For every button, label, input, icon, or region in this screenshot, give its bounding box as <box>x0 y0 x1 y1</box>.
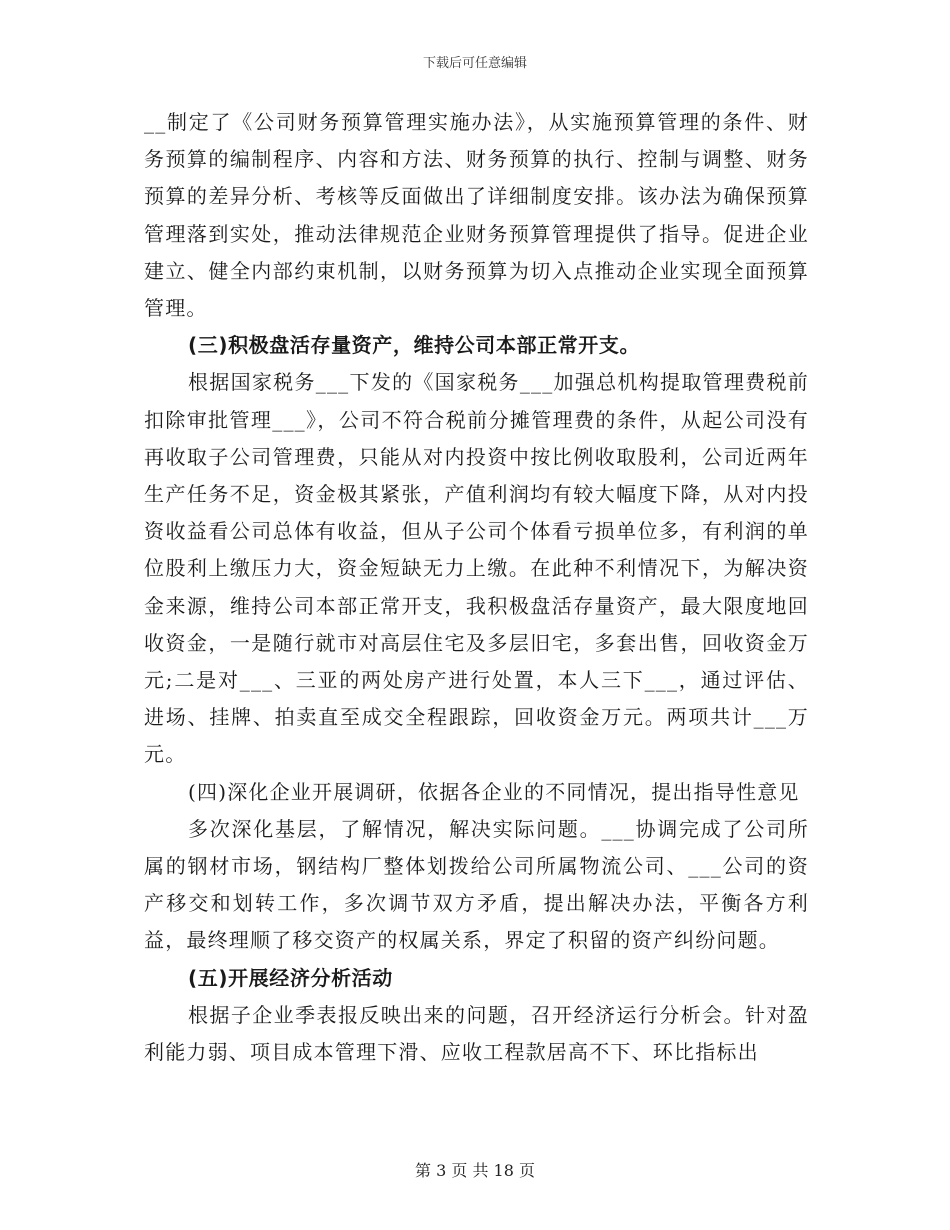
section-heading-4: (四)深化企业开展调研，依据各企业的不同情况，提出指导性意见 <box>188 779 800 804</box>
page-number: 第 3 页 共 18 页 <box>415 1161 535 1180</box>
section-heading-5: (五)开展经济分析活动 <box>188 965 393 990</box>
page-header-note: 下载后可任意编辑 <box>422 56 527 71</box>
paragraph-economic-analysis: 根据子企业季表报反映出来的问题，召开经济运行分析会。针对盈利能力弱、项目成本管理下滑、应收工程款居高不下、环比指标出 <box>144 1002 809 1065</box>
section-heading-3: (三)积极盘活存量资产，维持公司本部正常开支。 <box>188 333 641 358</box>
paragraph-asset-revitalization: 根据国家税务___下发的《国家税务___加强总机构提取管理费税前扣除审批管理___》，公司不符合税前分摊管理费的条件，从起公司没有再收取子公司管理费，只能从对内投资中按比例收取股利，公司近两年生产任务不足，资金极其紧张，产值利润均有较大幅度下降，从对内投资收益看公司总体有收益，但从子公司个体看亏损单位多，有利润的单位股利上缴压力大，资金短缺无力上缴。在此种不利情况下，为解决资金来源，维持公司本部正常开支，我积极盘活存量资产，最大限度地回收资金，一是随行就市对高层住宅及多层旧宅，多套出售，回收资金万元;二是对___、三亚的两处房产进行处置，本人三下___，通过评估、进场、挂牌、拍卖直至成交全程跟踪，回收资金万元。两项共计___万元。 <box>144 370 809 767</box>
document-body <box>144 104 809 1071</box>
paragraph-grassroots-research: 多次深化基层，了解情况，解决实际问题。___协调完成了公司所属的钢材市场，钢结构厂整体划拨给公司所属物流公司、___公司的资产移交和划转工作，多次调节双方矛盾，提出解决办法，平衡各方利益，最终理顺了移交资产的权属关系，界定了积留的资产纠纷问题。 <box>144 816 809 953</box>
paragraph-budget-method: __制定了《公司财务预算管理实施办法》，从实施预算管理的条件、财务预算的编制程序、内容和方法、财务预算的执行、控制与调整、财务预算的差异分析、考核等反面做出了详细制度安排。该办法为确保预算管理落到实处，推动法律规范企业财务预算管理提供了指导。促进企业建立、健全内部约束机制，以财务预算为切入点推动企业实现全面预算管理。 <box>144 110 809 321</box>
